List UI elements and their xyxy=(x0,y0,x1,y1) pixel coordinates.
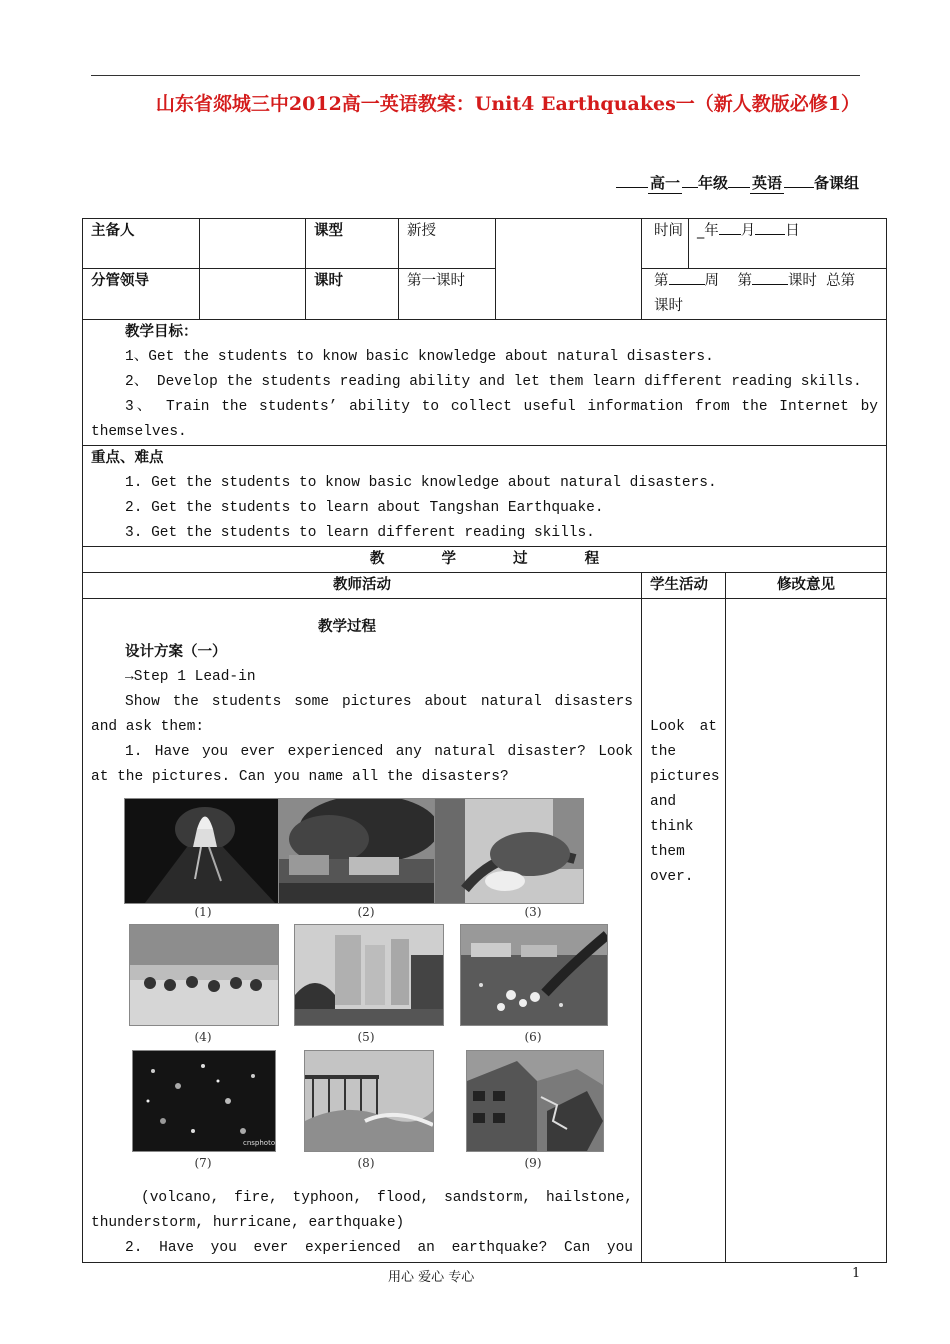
fire-icon xyxy=(278,798,436,904)
type-label: 课型 xyxy=(306,219,399,269)
objective-item: 1、Get the students to know basic knowledge about natural disasters. xyxy=(125,349,714,365)
col-teacher-activity: 教师活动 xyxy=(83,573,642,599)
document-title: 山东省郯城三中2012高一英语教案：Unit4 Earthquakes一（新人教版必修1） xyxy=(155,93,860,115)
objectives-heading: 教学目标： xyxy=(125,324,198,340)
student-activity-line: pictures and xyxy=(650,769,720,810)
grade-line xyxy=(616,172,859,194)
question-line: at the pictures. Can you name all the disasters? xyxy=(91,769,509,785)
key-point-item: 3. Get the students to learn different reading skills. xyxy=(125,525,595,541)
objectives-section xyxy=(83,320,887,446)
total-label: 总第 xyxy=(826,273,856,289)
grade-value: 高一 xyxy=(649,174,680,192)
earthquake-icon xyxy=(466,1050,604,1152)
preparer-label: 主备人 xyxy=(83,219,200,269)
key-point-item: 2. Get the students to learn about Tangshan Earthquake. xyxy=(125,500,604,516)
photo-caption: (6) xyxy=(524,1030,542,1044)
blank xyxy=(728,173,750,188)
objective-item: 3、 Train the students’ ability to collect useful information from the Internet by xyxy=(125,399,878,415)
col-student-activity: 学生活动 xyxy=(642,573,726,599)
question-line: 2. Have you ever experienced an earthquake? Can you xyxy=(125,1240,633,1256)
question-line: 1. Have you ever experienced any natural disaster? Look xyxy=(125,744,633,760)
date-month: 月 xyxy=(740,223,756,239)
flood-icon xyxy=(129,924,279,1026)
grade-label: 年级 xyxy=(697,174,728,192)
col-revision-notes: 修改意见 xyxy=(726,573,887,599)
blank xyxy=(616,173,648,188)
objective-item: 2、 Develop the students reading ability and let them learn different reading skills. xyxy=(125,374,862,390)
student-activity-cell xyxy=(642,599,726,1263)
teacher-activity-cell xyxy=(83,599,642,1263)
typhoon-icon xyxy=(434,798,584,904)
lesson-label: 课时 xyxy=(787,273,817,289)
hurricane-icon xyxy=(304,1050,434,1152)
blank-cell xyxy=(496,219,642,320)
photo-caption: (2) xyxy=(357,905,375,919)
process-subheading: 教学过程 xyxy=(318,619,376,635)
subject-value: 英语 xyxy=(751,174,782,192)
group-label: 备课组 xyxy=(813,174,859,192)
answers-line: thunderstorm, hurricane, earthquake) xyxy=(91,1215,405,1231)
objective-item: themselves. xyxy=(91,424,187,440)
leader-label: 分管领导 xyxy=(83,269,200,320)
photo-watermark: cnsphoto xyxy=(243,1139,275,1147)
week-label: 周 xyxy=(704,273,719,289)
hailstone-icon xyxy=(460,924,608,1026)
photo-caption: (9) xyxy=(524,1156,542,1170)
period-value: 第一课时 xyxy=(399,269,496,320)
total-suffix: 课时 xyxy=(654,298,683,314)
page-number: 1 xyxy=(852,1266,861,1281)
time-label: 时间 xyxy=(642,219,689,269)
photo-caption: (1) xyxy=(194,905,212,919)
photo-caption: (3) xyxy=(524,905,542,919)
student-activity-line: Look at the xyxy=(650,719,717,760)
key-point-item: 1. Get the students to know basic knowledge about natural disasters. xyxy=(125,475,717,491)
photo-caption: (8) xyxy=(357,1156,375,1170)
instruction-line: Show the students some pictures about natural disasters xyxy=(125,694,633,710)
week-field xyxy=(642,269,887,320)
blank xyxy=(682,173,698,188)
lesson-prefix: 第 xyxy=(737,273,752,289)
thunderstorm-icon xyxy=(132,1050,276,1152)
week-prefix: 第 xyxy=(654,273,669,289)
date-day: 日 xyxy=(785,223,800,239)
lesson-plan-table xyxy=(82,218,887,1263)
period-label: 课时 xyxy=(306,269,399,320)
photo-caption: (4) xyxy=(194,1030,212,1044)
revision-notes-cell xyxy=(726,599,887,1263)
sandstorm-icon xyxy=(294,924,444,1026)
photo-caption: (7) xyxy=(194,1156,212,1170)
date-year: 年 xyxy=(704,223,719,239)
date-field: _年 月 日 xyxy=(689,219,887,269)
footer-motto: 用心 爱心 专心 xyxy=(388,1270,475,1285)
volcano-icon xyxy=(124,798,286,904)
leader-value xyxy=(200,269,306,320)
student-activity-line: think them over. xyxy=(650,819,694,885)
key-points-section xyxy=(83,446,887,547)
process-heading: 教 学 过 程 xyxy=(83,547,887,573)
type-value: 新授 xyxy=(399,219,496,269)
preparer-value xyxy=(200,219,306,269)
step-heading: →Step 1 Lead-in xyxy=(125,669,256,685)
disaster-photo-grid xyxy=(91,798,633,1186)
answers-line: (volcano, fire, typhoon, flood, sandstorm, hailstone, xyxy=(141,1190,633,1206)
key-points-heading: 重点、难点 xyxy=(91,450,164,466)
instruction-line: and ask them: xyxy=(91,719,205,735)
photo-caption: (5) xyxy=(357,1030,375,1044)
header-rule xyxy=(91,75,860,76)
plan-heading: 设计方案（一） xyxy=(125,644,227,660)
blank xyxy=(784,173,814,188)
